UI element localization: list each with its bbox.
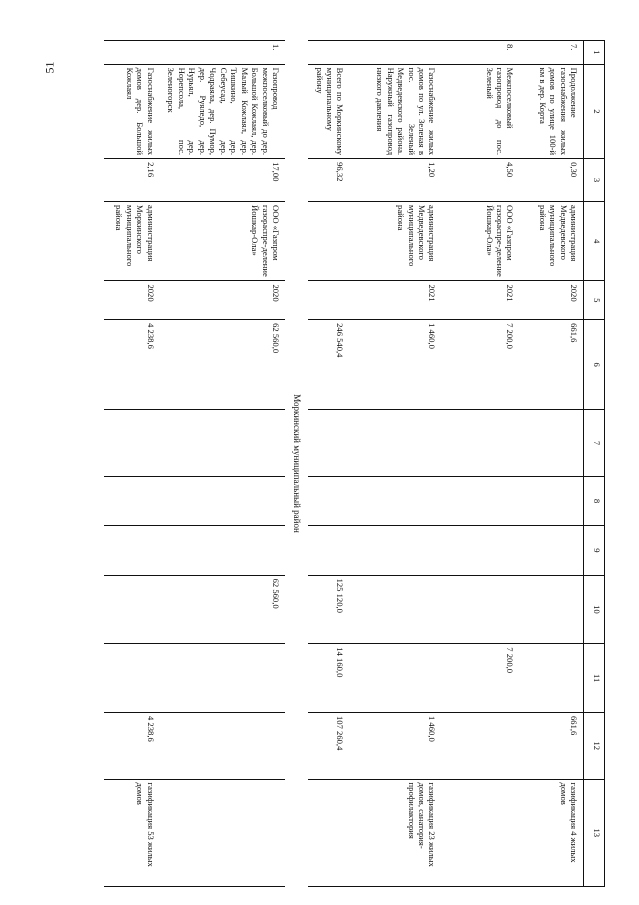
total-cost: 1 460,0 [350,320,442,410]
column-header: 7 [584,410,605,477]
table-row [520,41,584,887]
region-header-row [285,41,308,887]
executor [308,202,349,281]
year [308,281,349,320]
cell [308,476,349,525]
cell [104,410,160,477]
cell [350,476,442,525]
column-header: 3 [584,159,605,202]
result [308,779,349,886]
table-row [442,41,520,887]
row-number: 8. [442,41,520,65]
cell: 62 560,0 [160,575,285,644]
result: газификация 23 жилых домов, санатория-профилактория [350,779,442,886]
length-km: 4,50 [442,159,520,202]
row-number [350,41,442,65]
year: 2020 [104,281,160,320]
column-header: 10 [584,575,605,644]
object-name: Всего по Моркинскому муниципальному району [308,64,349,158]
cell [442,526,520,575]
column-number-row [584,41,605,887]
row-number [104,41,160,65]
total-cost: 62 560,0 [160,320,285,410]
year: 2020 [520,281,584,320]
cell [520,644,584,713]
cell [520,476,584,525]
column-header: 1 [584,41,605,65]
length-km: 96,32 [308,159,349,202]
column-header: 9 [584,526,605,575]
cell [442,410,520,477]
total-cost: 661,6 [520,320,584,410]
cell [104,526,160,575]
column-header: 2 [584,64,605,158]
cell: 4 238,6 [104,712,160,779]
cell: 7 200,0 [442,644,520,713]
cell [350,410,442,477]
object-name: Газопровод межпоселковый до дер. Большой Кожлаял, дер. Малый Кожлаял, дер. Тишкино, дер. Себеусад, дер. Чодраяла, дер. Пумор, дер. Руяледо, дер. Нурьял, дер. Норепсола, пос. Зеленогорск [160,64,285,158]
column-header: 5 [584,281,605,320]
cell [160,410,285,477]
result [442,779,520,886]
row-number: 7. [520,41,584,65]
cell [160,476,285,525]
region-title: Моркинский муниципальный район [292,394,303,533]
cell: 125 120,0 [308,575,349,644]
year: 2020 [160,281,285,320]
cell [104,575,160,644]
cell [160,526,285,575]
year: 2021 [442,281,520,320]
cell: 661,6 [520,712,584,779]
executor: ООО «Газпром газораспре-деление Йошкар-Ола» [442,202,520,281]
cell [442,476,520,525]
cell [308,410,349,477]
cell [104,476,160,525]
cell [442,575,520,644]
row-number [308,41,349,65]
table-row [160,41,285,887]
object-name: Газоснабжение жилых домов дер. Большой Кожлаял [104,64,160,158]
column-header: 13 [584,779,605,886]
executor: администрация Медведевского муниципального района [350,202,442,281]
cell [520,410,584,477]
year: 2021 [350,281,442,320]
length-km: 1,20 [350,159,442,202]
cell [520,526,584,575]
cell: 1 460,0 [350,712,442,779]
cell [160,712,285,779]
cell [350,526,442,575]
result: газификация 53 жилых домов [104,779,160,886]
total-row [308,41,349,887]
rotated-table-page [80,40,605,887]
column-header: 6 [584,320,605,410]
result [160,779,285,886]
cell [520,575,584,644]
gasification-table [104,40,605,887]
object-name: Газоснабжение жилых домов по ул. Зеленая в пос. Зеленый Медведевского района. Наружный газопровод низкого давления [350,64,442,158]
table-row [350,41,442,887]
executor: администрация Моркинского муниципального района [104,202,160,281]
cell [104,644,160,713]
cell [350,575,442,644]
column-header: 11 [584,644,605,713]
executor: администрация Медведевского муниципального района [520,202,584,281]
column-header: 4 [584,202,605,281]
length-km: 17,00 [160,159,285,202]
object-name: Межпоселковый газопровод до пос. Зеленый [442,64,520,158]
total-cost: 4 238,6 [104,320,160,410]
column-header: 12 [584,712,605,779]
cell [350,644,442,713]
total-cost: 7 200,0 [442,320,520,410]
cell [160,644,285,713]
row-number: 1. [160,41,285,65]
cell [442,712,520,779]
page-number: 51 [42,61,57,74]
column-header: 8 [584,476,605,525]
cell: 107 260,4 [308,712,349,779]
table-row [104,41,160,887]
length-km: 2,16 [104,159,160,202]
length-km: 0,30 [520,159,584,202]
result: газификация 4 жилых домов [520,779,584,886]
executor: ООО «Газпром газораспре-деление Йошкар-Ола» [160,202,285,281]
cell [308,526,349,575]
object-name: Продолжение газоснабжения жилых домов по улице 100-й км в дер. Корта [520,64,584,158]
total-cost: 246 540,4 [308,320,349,410]
cell: 14 160,0 [308,644,349,713]
